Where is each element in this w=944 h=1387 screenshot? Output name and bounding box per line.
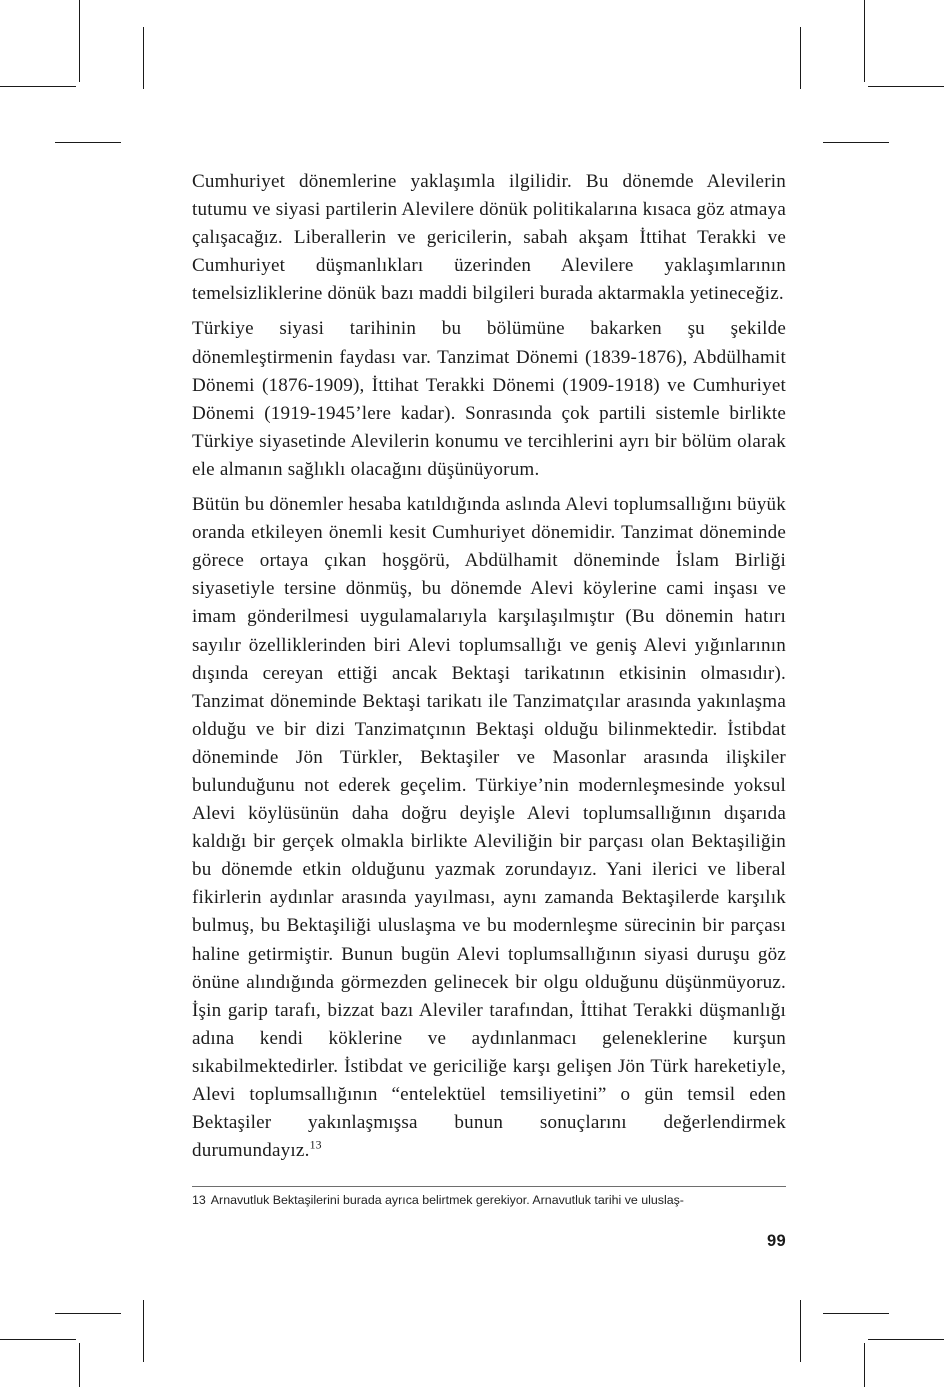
bleed-mark-bottom-left-horizontal: [55, 1313, 121, 1314]
body-paragraph-2: Türkiye siyasi tarihinin bu bölümüne bakarken şu şekilde dönemleştirmenin faydası var. Tanzimat Dönemi (1839-1876), Abdülhamit Dönemi (1876-1909), İttihat Terakki Dönemi (1909-1918) ve Cumhuriyet Dönemi (1919-1945’lere kadar). Sonrasında çok partili sistemle birlikte Türkiye siyasetinde Alevilerin konumu ve tercihlerini ayrı bir bölüm olarak ele almanın sağlıklı olacağını düşünüyorum.: [192, 318, 786, 480]
bleed-mark-top-right-horizontal: [823, 142, 889, 143]
text-column: [192, 168, 786, 1165]
footnote-reference-marker[interactable]: 13: [309, 1137, 322, 1152]
footnote-block: [192, 1186, 786, 1208]
crop-mark-top-left-vertical: [79, 0, 80, 82]
bleed-mark-top-left-horizontal: [55, 142, 121, 143]
crop-mark-bottom-right-horizontal: [868, 1339, 944, 1340]
bleed-mark-top-left-vertical: [143, 27, 144, 89]
body-paragraph-3: [192, 491, 786, 1165]
crop-mark-top-right-vertical: [864, 0, 865, 82]
footnote-entry: [192, 1192, 786, 1208]
bleed-mark-bottom-right-horizontal: [823, 1313, 889, 1314]
bleed-mark-bottom-left-vertical: [143, 1300, 144, 1362]
page-number: 99: [766, 1232, 786, 1250]
crop-mark-top-right-horizontal: [868, 86, 944, 87]
crop-mark-top-left-horizontal: [0, 86, 76, 87]
body-paragraph-3-text: Bütün bu dönemler hesaba katıldığında aslında Alevi toplumsallığını büyük oranda etkileyen önemli kesit Cumhuriyet dönemidir. Tanzimat döneminde görece ortaya çıkan hoşgörü, Abdülhamit döneminde İslam Birliği siyasetiyle tersine dönmüş, bu dönemde Alevi köylerine cami inşası ve imam gönderilmesi uygulamalarıyla karşılaşılmıştır (Bu dönemin hatırı sayılır özelliklerinden biri Alevi toplumsallığı ve geniş Alevi yığınlarının dışında cereyan ettiği ancak Bektaşi tarikatının etkisinin olmasıdır). Tanzimat döneminde Bektaşi tarikatı ile Tanzimatçılar arasında yakınlaşma olduğu ve bir dizi Tanzimatçının Bektaşi olduğu bilinmektedir. İstibdat döneminde Jön Türkler, Bektaşiler ve Masonlar arasında ilişkiler bulunduğunu not ederek geçelim. Türkiye’nin modernleşmesinde yoksul Alevi köylüsünün daha doğru deyişle Alevi toplumsallığının dışarıda kaldığı bir gerçek olmakla birlikte Aleviliğin bir parçası olan Bektaşiliğin bu dönemde etkin olduğunu yazmak zorundayız. Yani ilerici ve liberal fikirlerin aydınlar arasında yayılması, aynı zamanda Bektaşilerde karşılık bulmuş, bu Bektaşiliği uluslaşma ve bu modernleşme sürecinin bir parçası haline getirmiştir. Bunun bugün Alevi toplumsallığının siyasi duruşu göz önüne alındığında görmezden gelinecek bir olgu olduğunu düşünmüyoruz. İşin garip tarafı, bizzat bazı Aleviler tarafından, İttihat Terakki düşmanlığı adına kendi köklerine ve aydınlanmacı geleneklerine kurşun sıkabilmektedirler. İstibdat ve gericiliğe karşı gelişen Jön Türk hareketiyle, Alevi toplumsallığının “entelektüel temsiliyetini” o gün temsil eden Bektaşiler yakınlaşmışsa bunun sonuçlarını değerlendirmek durumundayız.: [192, 494, 786, 1162]
footnote-body-text: Arnavutluk Bektaşilerini burada ayrıca belirtmek gerekiyor. Arnavutluk tarihi ve uluslaş-: [210, 1193, 684, 1207]
crop-mark-bottom-right-vertical: [864, 1343, 865, 1387]
bleed-mark-top-right-vertical: [800, 27, 801, 89]
footnote-separator-rule: [192, 1186, 786, 1187]
crop-mark-bottom-left-vertical: [79, 1343, 80, 1387]
footnote-number: 13: [192, 1193, 206, 1207]
crop-mark-bottom-left-horizontal: [0, 1339, 76, 1340]
body-paragraph-1: Cumhuriyet dönemlerine yaklaşımla ilgilidir. Bu dönemde Alevilerin tutumu ve siyasi partilerin Alevilere dönük politikalarına kısaca göz atmaya çalışacağız. Liberallerin ve gericilerin, sabah akşam İttihat Terakki ve Cumhuriyet düşmanlıkları üzerinden Alevilere yaklaşımlarının temelsizliklerine dönük bazı maddi bilgileri burada aktarmakla yetineceğiz.: [192, 171, 786, 305]
bleed-mark-bottom-right-vertical: [800, 1300, 801, 1362]
